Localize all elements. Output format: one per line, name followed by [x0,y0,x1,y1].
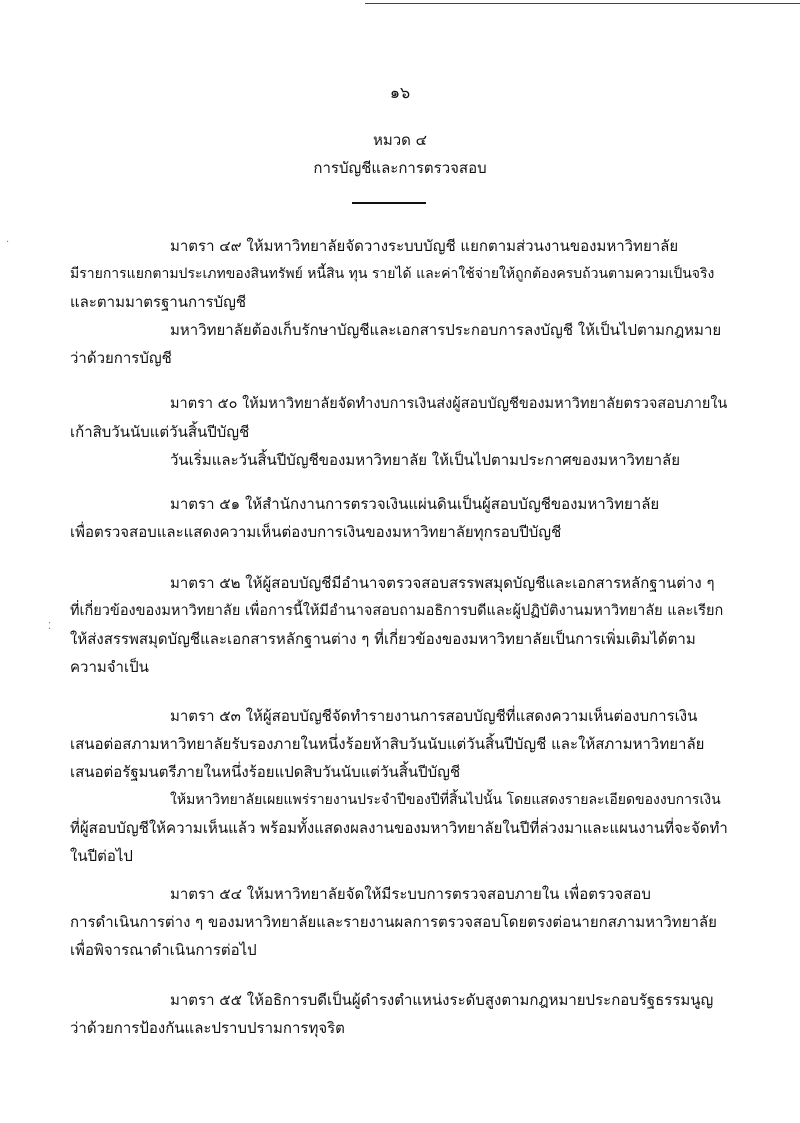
section-line: มาตรา ๕๐ ให้มหาวิทยาลัยจัดทำงบการเงินส่งผู้สอบบัญชีของมหาวิทยาลัยตรวจสอบภายใน [170,396,728,412]
section-line: การดำเนินการต่าง ๆ ของมหาวิทยาลัยและรายงานผลการตรวจสอบโดยตรงต่อนายกสภามหาวิทยาลัย [70,913,717,931]
section-line: ความจำเป็น [70,658,149,676]
section-line: ในปีต่อไป [70,847,133,865]
page-number: ๑๖ [389,83,411,102]
section-line: ที่ผู้สอบบัญชีให้ความเห็นแล้ว พร้อมทั้งแสดงผลงานของมหาวิทยาลัยในปีที่ล่วงมาและแผนงานที่จะจัดทำ [70,819,728,837]
section-line: มีรายการแยกตามประเภทของสินทรัพย์ หนี้สิน ทุน รายได้ และค่าใช้จ่ายให้ถูกต้องครบถ้วนตามความเป็นจริง [70,266,715,282]
chapter-title: การบัญชีและการตรวจสอบ [313,159,487,177]
section-line: เสนอต่อรัฐมนตรีภายในหนึ่งร้อยแปดสิบวันนับแต่วันสิ้นปีบัญชี [70,763,461,781]
section-line: วันเริ่มและวันสิ้นปีบัญชีของมหาวิทยาลัย ให้เป็นไปตามประกาศของมหาวิทยาลัย [170,451,680,469]
section-line: ให้ส่งสรรพสมุดบัญชีและเอกสารหลักฐานต่าง ๆ ที่เกี่ยวข้องของมหาวิทยาลัยเป็นการเพิ่มเติมได้ตาม [70,630,696,648]
chapter-heading [0,126,800,182]
section-line: เพื่อตรวจสอบและแสดงความเห็นต่องบการเงินของมหาวิทยาลัยทุกรอบปีบัญชี [70,523,562,541]
section-line: และตามมาตรฐานการบัญชี [70,293,247,311]
section-line: ว่าด้วยการบัญชี [70,349,172,367]
section-line: มาตรา ๕๑ ให้สำนักงานการตรวจเงินแผ่นดินเป็นผู้สอบบัญชีของมหาวิทยาลัย [170,495,660,513]
section-line: เก้าสิบวันนับแต่วันสิ้นปีบัญชี [70,423,250,441]
scan-speck: · [6,237,10,248]
section-line: เสนอต่อสภามหาวิทยาลัยรับรองภายในหนึ่งร้อยห้าสิบวันนับแต่วันสิ้นปีบัญชี และให้สภามหาวิทยาลัย [70,735,705,753]
scan-speck: ⁚ [48,621,52,632]
section-line: เพื่อพิจารณาดำเนินการต่อไป [70,941,257,959]
section-line: ที่เกี่ยวข้องของมหาวิทยาลัย เพื่อการนี้ให้มีอำนาจสอบถามอธิการบดีและผู้ปฏิบัติงานมหาวิทยาลัย และเรียก [70,603,724,619]
chapter-divider [352,202,426,204]
section-line: มหาวิทยาลัยต้องเก็บรักษาบัญชีและเอกสารประกอบการลงบัญชี ให้เป็นไปตามกฎหมาย [170,321,722,339]
section-line: มาตรา ๕๓ ให้ผู้สอบบัญชีจัดทำรายงานการสอบบัญชีที่แสดงความเห็นต่องบการเงิน [170,707,698,725]
chapter-number: หมวด ๔ [372,131,428,149]
section-line: มาตรา ๕๕ ให้อธิการบดีเป็นผู้ดำรงตำแหน่งระดับสูงตามกฎหมายประกอบรัฐธรรมนูญ [170,991,714,1009]
section-line: ให้มหาวิทยาลัยเผยแพร่รายงานประจำปีของปีที่สิ้นไปนั้น โดยแสดงรายละเอียดของงบการเงิน [170,792,721,808]
section-line: มาตรา ๔๙ ให้มหาวิทยาลัยจัดวางระบบบัญชี แยกตามส่วนงานของมหาวิทยาลัย [170,237,679,255]
top-edge-rule [365,3,800,4]
section-line: มาตรา ๕๒ ให้ผู้สอบบัญชีมีอำนาจตรวจสอบสรรพสมุดบัญชีและเอกสารหลักฐานต่าง ๆ [170,574,715,592]
section-line: มาตรา ๕๔ ให้มหาวิทยาลัยจัดให้มีระบบการตรวจสอบภายใน เพื่อตรวจสอบ [170,885,651,903]
section-line: ว่าด้วยการป้องกันและปราบปรามการทุจริต [70,1019,345,1037]
